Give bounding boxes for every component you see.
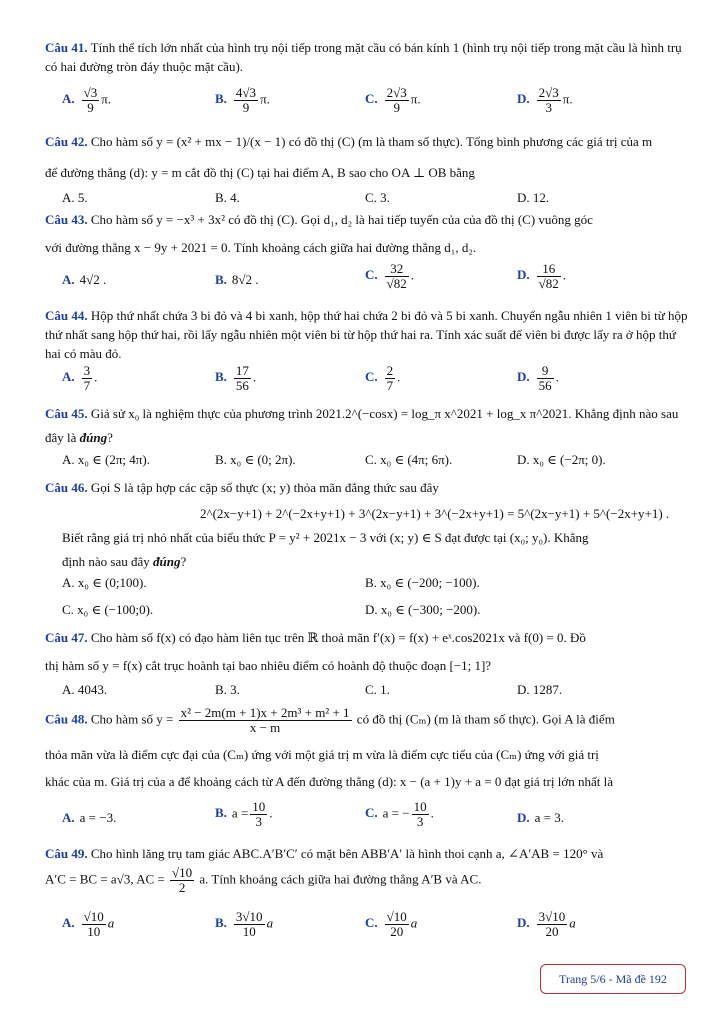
q43-option-a: A. 4√2 . [62,272,107,287]
question-49: Câu 49. Cho hình lăng trụ tam giác ABC.A′B′C′ có mặt bên ABB′A′ là hình thoi cạnh a, ∠A′AB = 120° và [45,846,604,861]
question-49-cont: A′C = BC = a√3, AC = $\frac{√10}{2}$ a. Tính khoảng cách giữa hai đường thẳng A′B và AC. [45,865,482,895]
question-48: Câu 48. Cho hàm số y = $\frac{\text{x² − 2m(m + 1)x + 2m³ + m² + 1}}{x - m}$ có đồ thị (Cₘ) (m là tham số thực). Gọi A là điểm [45,705,615,735]
q45-option-c: C. x₀ ∈ (4π; 6π). [365,452,453,467]
q47-option-b: B. 3. [215,682,240,697]
q48-option-a: A. a = −3. [62,810,117,825]
question-48-cont: thỏa mãn vừa là điểm cực đại của (Cₘ) ứng với một giá trị m vừa là điểm cực tiểu của (Cₘ) ứng với giá trị [45,747,599,762]
q47-option-a: A. 4043. [62,682,108,697]
q46-option-d: D. x₀ ∈ (−300; −200). [365,602,481,617]
page-footer: Trang 5/6 - Mã đề 192 [540,964,686,994]
question-47-cont: thị hàm số y = f(x) cắt trục hoành tại bao nhiêu điểm có hoành độ thuộc đoạn [−1; 1]? [45,658,492,673]
question-47: Câu 47. Cho hàm số f(x) có đạo hàm liên tục trên ℝ thoả mãn f′(x) = f(x) + eˣ.cos2021x và f(0) = 0. Đồ [45,630,586,645]
q41-option-b: B. $\frac{4√3}{9}$ π. [215,85,270,115]
q44-option-a: A. $\frac{3}{7}$ . [62,363,98,393]
q44-option-d: D. $\frac{9}{56}$ . [517,363,559,393]
q45-option-b: B. x₀ ∈ (0; 2π). [215,452,296,467]
q45-option-a: A. x₀ ∈ (2π; 4π). [62,452,150,467]
q42-option-a: A. 5. [62,190,88,205]
q48-option-b: B. a = $\frac{10}{3}$ . [215,799,273,829]
question-46-cont: Biết rằng giá trị nhỏ nhất của biểu thức P = y² + 2021x − 3 với (x; y) ∈ S đạt được tại (x₀; y₀). Khẳng [62,530,589,545]
q41-option-a: A. $\frac{√3}{9}$ π. [62,85,112,115]
q42-option-b: B. 4. [215,190,240,205]
question-42: Câu 42. Cho hàm số y = (x² + mx − 1)/(x − 1) có đồ thị (C) (m là tham số thực). Tổng bình phương các giá trị của m [45,134,653,149]
q46-option-a: A. x₀ ∈ (0;100). [62,575,147,590]
q43-option-d: D. $\frac{16}{√82}$ . [517,261,567,291]
question-46: Câu 46. Gọi S là tập hợp các cặp số thực (x; y) thỏa mãn đẳng thức sau đây [45,480,439,495]
q47-option-c: C. 1. [365,682,390,697]
question-43-cont: với đường thẳng x − 9y + 2021 = 0. Tính khoảng cách giữa hai đường thẳng d₁, d₂. [45,240,477,255]
q46-option-b: B. x₀ ∈ (−200; −100). [365,575,480,590]
q43-option-c: C. $\frac{32}{√82}$ . [365,261,415,291]
q47-option-d: D. 1287. [517,682,563,697]
q42-option-d: D. 12. [517,190,550,205]
question-45: Câu 45. Giả sử x₀ là nghiệm thực của phương trình 2021.2^(−cosx) = log_π x^2021 + log_x π^2021. Khẳng định nào sau [45,406,679,421]
q48-option-d: D. a = 3. [517,810,564,825]
q46-option-c: C. x₀ ∈ (−100;0). [62,602,154,617]
question-48-cont2: khác của m. Giá trị của a để khoảng cách từ A đến đường thẳng (d): x − (a + 1)y + a = 0 đạt giá trị lớn nhất là [45,774,613,789]
q44-option-b: B. $\frac{17}{56}$ . [215,363,257,393]
q43-option-b: B. 8√2 . [215,272,259,287]
q41-option-d: D. $\frac{2√3}{3}$ π. [517,85,573,115]
q42-option-c: C. 3. [365,190,390,205]
q49-option-b: B. $\frac{3√10}{10}$ a [215,909,274,939]
question-46-cont2: định nào sau đây đúng? [62,554,187,569]
q44-option-c: C. $\frac{2}{7}$ . [365,363,401,393]
question-43: Câu 43. Cho hàm số y = −x³ + 3x² có đồ thị (C). Gọi d₁, d₂ là hai tiếp tuyến của của đồ thị (C) vuông góc [45,212,593,227]
q49-option-d: D. $\frac{3√10}{20}$ a [517,909,576,939]
question-41: Câu 41. Tính thể tích lớn nhất của hình trụ nội tiếp trong mặt cầu có bán kính 1 (hình trụ nội tiếp trong mặt cầu là hình trụ có hai đường tròn đáy thuộc mặt cầu). [45,40,682,74]
q49-option-a: A. $\frac{√10}{10}$ a [62,909,115,939]
question-42-cont: để đường thẳng (d): y = m cắt đồ thị (C) tại hai điểm A, B sao cho OA ⊥ OB bằng [45,165,475,180]
q49-option-c: C. $\frac{√10}{20}$ a [365,909,418,939]
q48-option-c: C. a = − $\frac{10}{3}$ . [365,799,434,829]
question-44: Câu 44. Hộp thứ nhất chứa 3 bi đỏ và 4 bi xanh, hộp thứ hai chứa 2 bi đỏ và 5 bi xanh. Chuyển ngẫu nhiên 1 viên bi từ hộp thứ nhất sang hộp thứ hai, rồi lấy ngẫu nhiên một viên bi từ hộp thứ hai ra. Tính xác suất để viên bi được lấy ra ở hộp thứ hai có màu đỏ. [45,308,688,361]
q45-option-d: D. x₀ ∈ (−2π; 0). [517,452,606,467]
q41-option-c: C. $\frac{2√3}{9}$ π. [365,85,421,115]
question-45-cont: đây là đúng? [45,430,113,445]
q46-equation: 2^(2x−y+1) + 2^(−2x+y+1) + 3^(2x−y+1) + 3^(−2x+y+1) = 5^(2x−y+1) + 5^(−2x+y+1) . [200,506,670,521]
